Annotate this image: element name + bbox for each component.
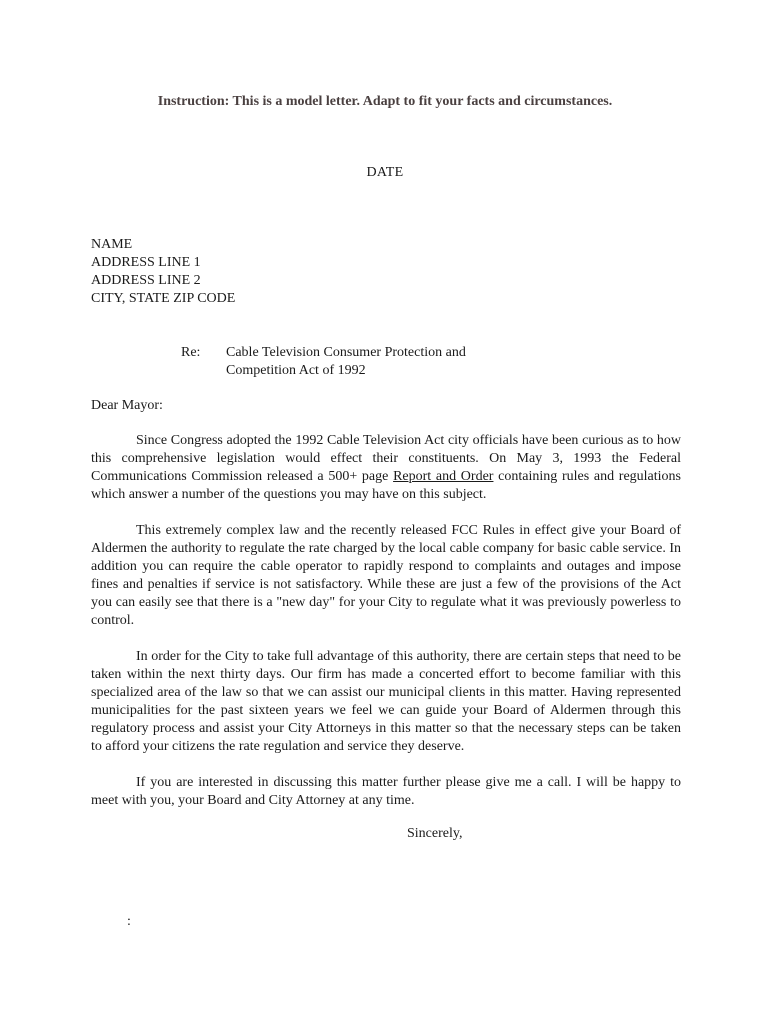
letter-body [91,432,681,828]
address-line-1: ADDRESS LINE 1 [91,255,201,270]
body-paragraph-2: This extremely complex law and the recently released FCC Rules in effect give your Board of Aldermen the authority to regulate the rate charged by the local cable company for basic cable service. In addition you can require the cable operator to rapidly respond to complaints and outages and impose fines and penalties if service is not satisfactory. While these are just a few of the provisions of the Act you can easily see that there is a "new day" for your City to regulate what it was previously powerless to control. [91,523,681,628]
report-and-order-title: Report and Order [393,469,494,484]
closing: Sincerely, [407,826,463,841]
letter-date: DATE [366,165,404,180]
recipient-name: NAME [91,237,133,252]
instruction-note: Instruction: This is a model letter. Adapt to fit your facts and circumstances. [157,94,613,109]
subject-label: Re: [181,345,201,360]
address-line-2: ADDRESS LINE 2 [91,273,201,288]
body-paragraph-1 [91,432,681,504]
body-paragraph-4: If you are interested in discussing this matter further please give me a call. I will be happy to meet with you, your Board and City Attorney at any time. [91,775,681,808]
subject-text [226,344,546,380]
recipient-address [91,236,235,308]
signature-mark: : [127,914,131,929]
paragraph-1-end: containing rules and regulations which answer a number of the questions you may have on this subject. [91,469,681,502]
body-paragraph-3: In order for the City to take full advantage of this authority, there are certain steps that need to be taken within the next thirty days. Our firm has made a concerted effort to become familiar with this specialized area of the law so that we can assist our municipal clients in this matter. Having represented municipalities for the past sixteen years we feel we can guide your Board of Aldermen through this regulatory process and assist your City Attorneys in this matter so that the necessary steps can be taken to afford your citizens the rate regulation and service they deserve. [91,649,681,754]
address-city-state-zip: CITY, STATE ZIP CODE [91,291,236,306]
paragraph-1-start: Since Congress adopted the 1992 Cable Television Act city officials have been curious as to how this comprehensive legislation would effect their constituents. On May 3, 1993 the Federal Communications Commission released a 500+ page [91,433,681,484]
salutation: Dear Mayor: [91,398,163,413]
subject-text-line-1: Cable Television Consumer Protection and [226,345,466,360]
subject-text-line-2: Competition Act of 1992 [226,363,366,378]
